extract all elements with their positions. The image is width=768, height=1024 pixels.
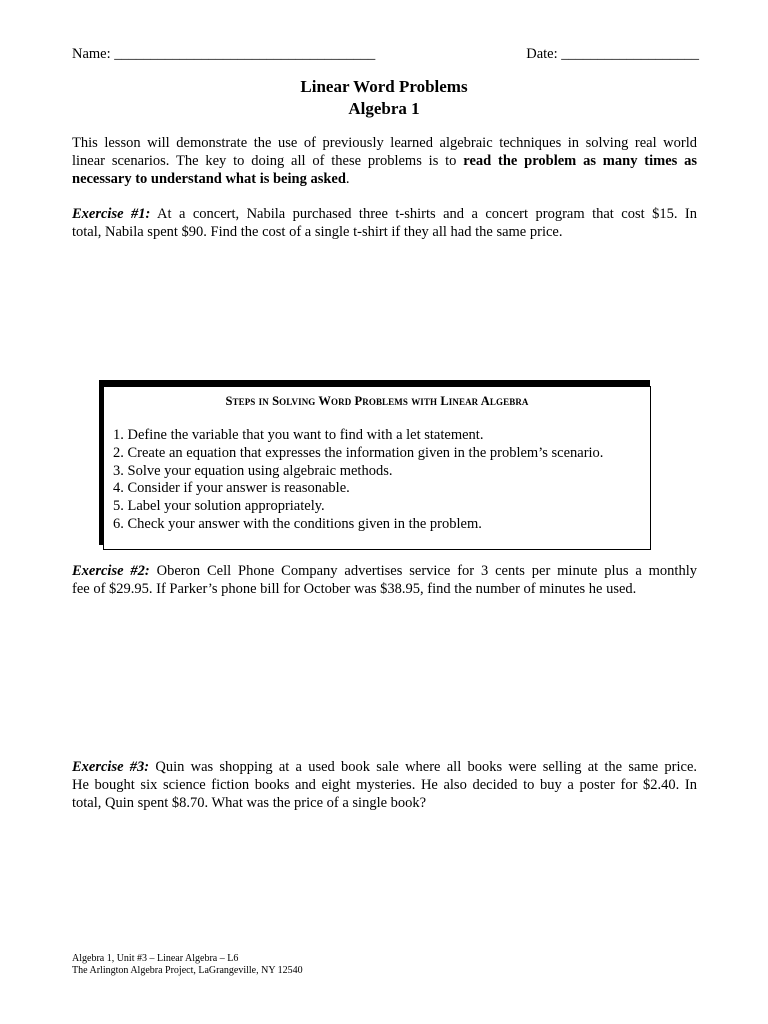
title-line-1: Linear Word Problems	[300, 77, 468, 96]
exercise-3-line-2: He bought six science fiction books and eight mysteries. He also decided to buy a poster for $2.40. In	[72, 777, 697, 793]
exercise-3-line-3: total, Quin spent $8.70. What was the price of a single book?	[72, 795, 427, 811]
footer-line-2: The Arlington Algebra Project, LaGrangeville, NY 12540	[72, 965, 303, 976]
exercise-1-text-1: At a concert, Nabila purchased three t-shirts and a concert program that cost $15. In	[156, 206, 697, 222]
intro-line-3-end: .	[345, 171, 350, 187]
step-item-6: 6. Check your answer with the conditions given in the problem.	[113, 515, 482, 532]
exercise-2-label: Exercise #2:	[72, 563, 150, 579]
step-item-3: 3. Solve your equation using algebraic methods.	[113, 462, 393, 479]
exercise-1-line-1	[72, 205, 697, 223]
intro-line-2-bold: read the problem as many times as	[463, 153, 697, 169]
steps-box-title: Steps in Solving Word Problems with Linear Algebra	[225, 394, 529, 408]
exercise-1-line-2: total, Nabila spent $90. Find the cost of a single t-shirt if they all had the same price.	[72, 224, 563, 240]
exercise-3-line-1	[72, 758, 697, 776]
page-title	[0, 76, 768, 120]
intro-line-2-plain: linear scenarios. The key to doing all of these problems is to	[72, 153, 464, 169]
exercise-3-text-1: Quin was shopping at a used book sale where all books were selling at the same price.	[155, 759, 698, 775]
exercise-3-label: Exercise #3:	[72, 759, 150, 775]
step-item-4: 4. Consider if your answer is reasonable.	[113, 480, 350, 497]
intro-line-3	[72, 170, 697, 188]
title-line-2: Algebra 1	[348, 99, 420, 118]
step-item-1: 1. Define the variable that you want to find with a let statement.	[113, 427, 484, 443]
intro-line-2	[72, 152, 697, 170]
intro-line-3-bold: necessary to understand what is being asked	[72, 171, 346, 187]
exercise-2-line-1	[72, 562, 697, 580]
page-footer	[72, 953, 303, 977]
step-item-5: 5. Label your solution appropriately.	[113, 498, 325, 515]
date-field-label: Date: ___________________	[526, 46, 699, 62]
intro-line-1: This lesson will demonstrate the use of previously learned algebraic techniques in solving real world	[72, 135, 697, 151]
exercise-2-text-1: Oberon Cell Phone Company advertises service for 3 cents per minute plus a monthly	[156, 563, 697, 579]
steps-list	[113, 427, 603, 534]
name-field-label: Name: ____________________________________	[72, 46, 376, 62]
exercise-2-line-2: fee of $29.95. If Parker’s phone bill for October was $38.95, find the number of minutes he used.	[72, 581, 637, 597]
footer-line-1: Algebra 1, Unit #3 – Linear Algebra – L6	[72, 953, 239, 964]
exercise-1-label: Exercise #1:	[72, 206, 151, 222]
step-item-2: 2. Create an equation that expresses the information given in the problem’s scenario.	[113, 444, 604, 461]
